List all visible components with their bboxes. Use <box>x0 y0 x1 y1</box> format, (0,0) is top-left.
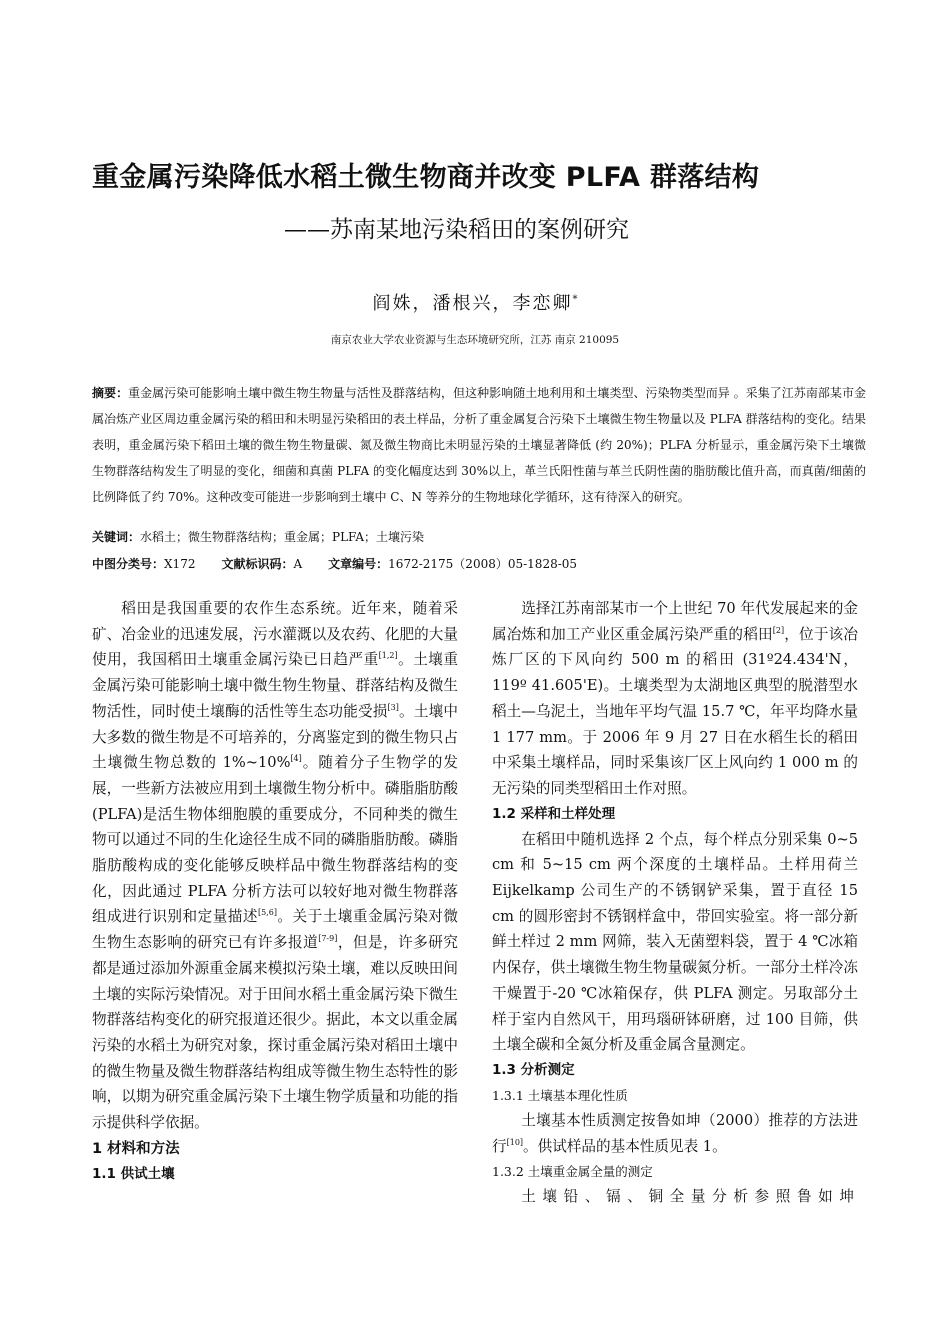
paper-title: 重金属污染降低水稻土微生物商并改变 PLFA 群落结构 <box>92 162 760 193</box>
document-code-label: 文献标识码： <box>221 557 294 571</box>
intro-text: 稻田是我国重要的农作生态系统。近年来，随着采矿、冶金业的迅速发展，污水灌溉以及农药、化肥的大量使用，我国稻田土壤重金属污染已日趋严重 <box>92 600 458 669</box>
section-heading-1-3: 1.3 分析测定 <box>492 1061 575 1078</box>
site-text: 选择江苏南部某市一个上世纪 70 年代发展起来的金属冶炼和加工产业区重金属污染严重的稻田 <box>492 600 858 643</box>
citation: [10] <box>506 1137 524 1147</box>
introduction-paragraph <box>92 596 458 1136</box>
keywords <box>92 527 866 547</box>
document-code-value: A <box>293 557 303 571</box>
section-heading-1-3-2: 1.3.2 土壤重金属全量的测定 <box>492 1164 653 1180</box>
right-column <box>492 596 858 1210</box>
article-number-value: 1672-2175（2008）05-1828-05 <box>388 557 578 571</box>
clc-label: 中图分类号： <box>92 557 165 571</box>
heavy-metals-paragraph: 土壤铅、镉、铜全量分析参照鲁如坤 <box>521 1188 858 1206</box>
sampling-paragraph: 在稻田中随机选择 2 个点，每个样点分别采集 0~5 cm 和 5~15 cm 两个深度的土壤样品。土样用荷兰 Eijkelkamp 公司生产的不锈钢铲采集，置于直径 15 cm 的圆形密封不锈钢样盒中，带回实验室。将一部分新鲜土样过 2 mm 网筛，装入无菌塑料袋，置于 4 ℃冰箱内保存，供土壤微生物生物量碳氮分析。一部分土样冷冻干燥置于-20 ℃冰箱保存，供 PLFA 测定。另取部分土样于室内自然风干，用玛瑙研钵研磨，过 100 目筛，供土壤全碳和全氮分析及重金属含量测定。 <box>492 830 858 1054</box>
author-list <box>0 286 950 318</box>
section-heading-1-3-1: 1.3.1 土壤基本理化性质 <box>492 1087 628 1103</box>
intro-text: 。土壤中大多数的微生物是不可培养的，分离鉴定到的微生物只占土壤微生物总数的 1%~10% <box>92 702 458 772</box>
clc-value: X172 <box>164 557 196 571</box>
intro-text: 。随着分子生物学的发展，一些新方法被应用到土壤微生物分析中。磷脂脂肪酸(PLFA)是活生物体细胞膜的重要成分，不同种类的微生物可以通过不同的生化途径生成不同的磷脂脂肪酸。磷脂脂肪酸构成的变化能够反映样品中微生物群落结构的变化，因此通过 PLFA 分析方法可以较好地对微生物群落组成进行识别和定量描述 <box>92 754 458 926</box>
corresponding-author-mark: * <box>572 294 578 305</box>
citation: [7-9] <box>318 934 338 944</box>
author-names: 阎姝，潘根兴，李恋卿 <box>372 293 573 314</box>
intro-text: 。土壤重金属污染可能影响土壤中微生物生物量、群落结构及微生物活性，同时使土壤酶的活性等生态功能受损 <box>92 651 458 720</box>
intro-text: ，但是，许多研究都是通过添加外源重金属来模拟污染土壤，难以反映田间土壤的实际污染情况。对于田间水稻土重金属污染下微生物群落结构变化的研究报道还很少。据此，本文以重金属污染的水稻土为研究对象，探讨重金属污染对稻田土壤中的微生物量及微生物群落结构组成等微生物生态特性的影响，以期为研究重金属污染下土壤生物学质量和功能的指示提供科学依据。 <box>92 934 458 1132</box>
paper-subtitle: ——苏南某地污染稻田的案例研究 <box>284 217 629 243</box>
intro-text: 。关于土壤重金属污染对微生物生态影响的研究已有许多报道 <box>92 908 458 952</box>
citation: [4] <box>290 754 302 764</box>
section-heading-1-1: 1.1 供试土壤 <box>92 1165 175 1182</box>
basic-properties-text: 。供试样品的基本性质见表 1。 <box>523 1137 727 1155</box>
citation: [3] <box>387 702 399 712</box>
citation: [1,2] <box>378 651 398 661</box>
site-paragraph <box>492 596 858 802</box>
abstract-label: 摘要： <box>92 386 129 400</box>
basic-properties-text: 土壤基本性质测定按鲁如坤（2000）推荐的方法进行 <box>492 1111 858 1155</box>
section-heading-1-2: 1.2 采样和土样处理 <box>492 805 616 822</box>
keywords-label: 关键词： <box>92 530 141 544</box>
citation: [5,6] <box>257 908 277 918</box>
article-number-label: 文章编号： <box>328 557 389 571</box>
affiliation: 南京农业大学农业资源与生态环境研究所，江苏 南京 210095 <box>330 334 620 346</box>
classification-line <box>92 554 866 574</box>
abstract <box>92 380 866 510</box>
section-heading-1: 1 材料和方法 <box>92 1140 180 1157</box>
basic-properties-paragraph <box>492 1108 858 1159</box>
keywords-text: 水稻土；微生物群落结构；重金属；PLFA；土壤污染 <box>140 530 425 544</box>
left-column <box>92 596 458 1187</box>
abstract-text: 重金属污染可能影响土壤中微生物生物量与活性及群落结构，但这种影响随土地利用和土壤类型、污染物类型而异 。采集了江苏南部某市金属冶炼产业区周边重金属污染的稻田和未明显污染稻田的表土样品，分析了重金属复合污染下土壤微生物生物量以及 PLFA 群落结构的变化。结果表明，重金属污染下稻田土壤的微生物生物量碳、氮及微生物商比未明显污染的土壤显著降低 (约 20%)；PLFA 分析显示，重金属污染下土壤微生物群落结构发生了明显的变化，细菌和真菌 PLFA 的变化幅度达到 30%以上，革兰氏阳性菌与革兰氏阴性菌的脂肪酸比值升高，而真菌/细菌的比例降低了约 70%。这种改变可能进一步影响到土壤中 C、N 等养分的生物地球化学循环，这有待深入的研究。 <box>92 386 866 504</box>
citation: [2] <box>772 625 785 635</box>
site-text: ，位于该冶炼厂区的下风向约 500 m 的稻田 (31º24.434'N，119º 41.605'E)。土壤类型为太湖地区典型的脱潜型水稻土—乌泥土，当地年平均气温 15.7 ℃，年平均降水量 1 177 mm。于 2006 年 9 月 27 日在水稻生长的稻田中采集土壤样品，同时采集该厂区上风向约 1 000 m 的无污染的同类型稻田土作对照。 <box>492 625 858 797</box>
